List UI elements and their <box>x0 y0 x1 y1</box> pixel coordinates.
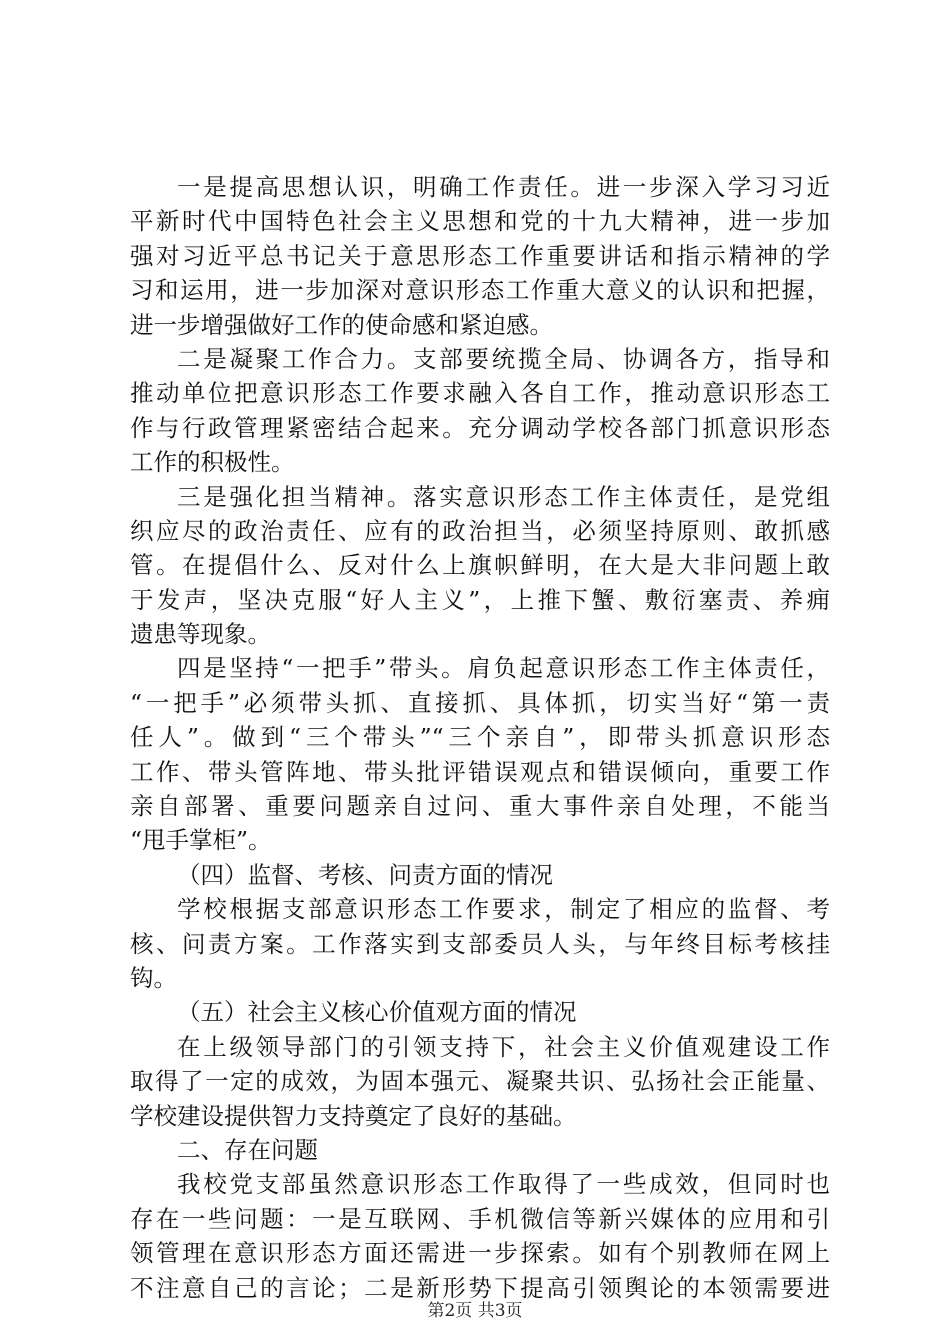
text-line: 一是提高思想认识，明确工作责任。进一步深入学习习近 <box>177 173 830 201</box>
text-line: 学校建设提供智力支持奠定了良好的基础。 <box>130 1101 577 1130</box>
text-line: 任人”。做到“三个带头”“三个亲自”，即带头抓意识形态 <box>130 723 830 752</box>
text-line: 平新时代中国特色社会主义思想和党的十九大精神，进一步加 <box>130 207 830 236</box>
text-line: 遗患等现象。 <box>130 620 271 649</box>
text-line: 存在一些问题：一是互联网、手机微信等新兴媒体的应用和引 <box>130 1204 830 1233</box>
page-footer: 第2页 共3页 <box>427 1301 523 1321</box>
text-line: 三是强化担当精神。落实意识形态工作主体责任，是党组 <box>177 482 830 511</box>
text-line: 工作的积极性。 <box>130 448 295 477</box>
text-line: 学校根据支部意识形态工作要求，制定了相应的监督、考 <box>177 895 830 924</box>
text-line: 四是坚持“一把手”带头。肩负起意识形态工作主体责任， <box>177 654 830 683</box>
text-line: 取得了一定的成效，为固本强元、凝聚共识、弘扬社会正能量、 <box>130 1067 830 1096</box>
text-line: 作与行政管理紧密结合起来。充分调动学校各部门抓意识形态 <box>130 413 830 442</box>
text-line: 推动单位把意识形态工作要求融入各自工作，推动意识形态工 <box>130 379 830 408</box>
text-line: 于发声，坚决克服“好人主义”，上推下蟹、敷衍塞责、养痈 <box>130 585 830 614</box>
text-line: 核、问责方案。工作落实到支部委员人头，与年终目标考核挂 <box>130 929 830 958</box>
text-line: 进一步增强做好工作的使命感和紧迫感。 <box>130 310 553 339</box>
text-line: （四）监督、考核、问责方面的情况 <box>177 860 553 889</box>
text-line: 二、存在问题 <box>177 1135 318 1164</box>
text-line: 在上级领导部门的引领支持下，社会主义价值观建设工作 <box>177 1032 830 1061</box>
text-line: 二是凝聚工作合力。支部要统揽全局、协调各方，指导和 <box>177 344 830 373</box>
text-line: 亲自部署、重要问题亲自过问、重大事件亲自处理，不能当 <box>130 792 830 821</box>
text-line: 习和运用，进一步加深对意识形态工作重大意义的认识和把握， <box>130 276 830 305</box>
text-line: （五）社会主义核心价值观方面的情况 <box>177 998 577 1027</box>
text-line: 不注意自己的言论；二是新形势下提高引领舆论的本领需要进 <box>130 1273 830 1302</box>
text-line: 管。在提倡什么、反对什么上旗帜鲜明，在大是大非问题上敢 <box>130 551 830 580</box>
text-line: 领管理在意识形态方面还需进一步探索。如有个别教师在网上 <box>130 1239 830 1268</box>
text-line: “甩手掌柜”。 <box>130 826 272 855</box>
text-line: 钩。 <box>130 963 177 992</box>
text-line: 工作、带头管阵地、带头批评错误观点和错误倾向，重要工作 <box>130 757 830 786</box>
text-line: 强对习近平总书记关于意思形态工作重要讲话和指示精神的学 <box>130 241 830 270</box>
text-line: 织应尽的政治责任、应有的政治担当，必须坚持原则、敢抓感 <box>130 516 830 545</box>
document-body <box>130 170 830 1305</box>
text-line: “一把手”必须带头抓、直接抓、具体抓，切实当好“第一责 <box>130 688 830 717</box>
text-line: 我校党支部虽然意识形态工作取得了一些成效，但同时也 <box>177 1170 830 1199</box>
